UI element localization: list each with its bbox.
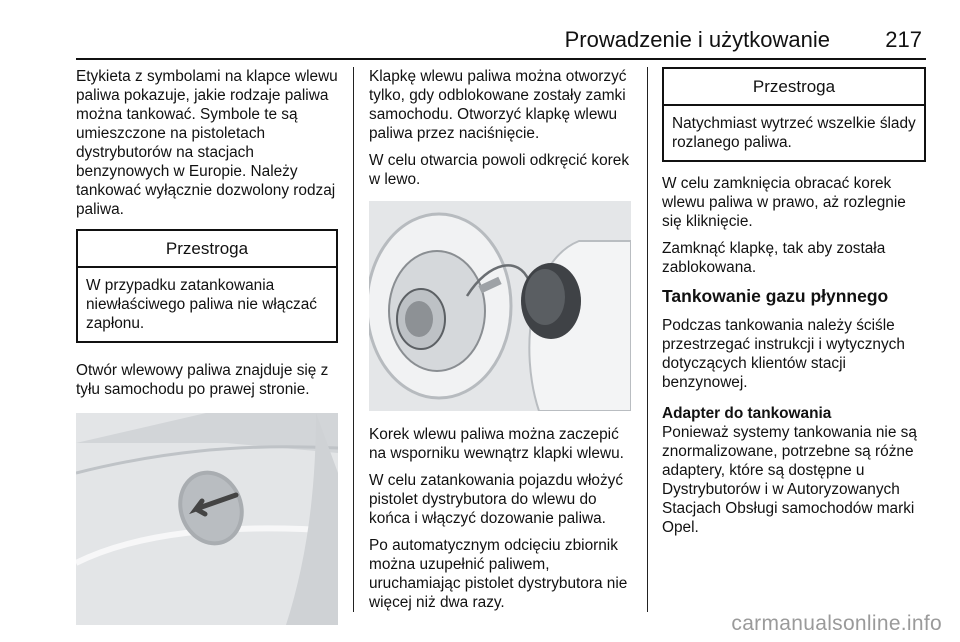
column-divider-2: [647, 67, 648, 612]
hook-cap-paragraph: Korek wlewu paliwa można zaczepić na wsporniku wewnątrz klapki wlewu.: [369, 426, 624, 462]
section-title-lpg: Tankowanie gazu płynnego: [662, 286, 889, 306]
close-cap-paragraph: W celu zamknięcia obracać korek wlewu paliwa w prawo, aż rozlegnie się kliknięcie.: [662, 175, 906, 230]
close-flap-paragraph: Zamknąć klapkę, tak aby została zablokowana.: [662, 240, 886, 276]
adapter-paragraph: Ponieważ systemy tankowania nie są znormalizowane, potrzebne są różne adaptery, które są dostępne u Dystrybutorów i w Autoryzowanych Stacjach Obsługi samochodów marki Opel.: [662, 424, 917, 536]
page-number: 217: [885, 27, 922, 52]
fuel-label-paragraph: Etykieta z symbolami na klapce wlewu paliwa pokazuje, jakie rodzaje paliwa można tankować. Symbole te są umieszczone na pistoletach dystrybutorów na stacjach benzynowych w Europie. Należy tankować wyłącznie dozwolony rodzaj paliwa.: [76, 68, 338, 218]
caution-box-wrong-fuel: [76, 229, 338, 343]
column-2: [369, 67, 633, 620]
lpg-instructions-paragraph: Podczas tankowania należy ściśle przestrzegać instrukcji i wytycznych dotyczących klientów stacji benzynowej.: [662, 317, 905, 391]
unscrew-cap-paragraph: W celu otwarcia powoli odkręcić korek w lewo.: [369, 152, 630, 188]
header-title: Prowadzenie i użytkowanie: [564, 27, 830, 52]
caution-text: Natychmiast wytrzeć wszelkie ślady rozlanego paliwa.: [672, 115, 916, 151]
top-up-paragraph: Po automatycznym odcięciu zbiornik można uzupełnić paliwem, uruchamiając pistolet dystrybutora nie więcej niż dwa razy.: [369, 537, 628, 611]
fuel-flap-illustration: [76, 413, 338, 625]
fuel-cap-illustration: [369, 201, 631, 411]
column-divider-1: [353, 67, 354, 612]
watermark: carmanualsonline.info: [731, 612, 942, 635]
open-flap-paragraph: Klapkę wlewu paliwa można otworzyć tylko, gdy odblokowane zostały zamki samochodu. Otworzyć klapkę wlewu paliwa przez naciśnięcie.: [369, 68, 627, 142]
caution-title: Przestroga: [78, 231, 336, 268]
column-1: [76, 67, 338, 625]
insert-nozzle-paragraph: W celu zatankowania pojazdu włożyć pistolet dystrybutora do wlewu do końca i włączyć dozowanie paliwa.: [369, 472, 624, 527]
caution-box-spilled-fuel: [662, 67, 926, 162]
filler-location-paragraph: Otwór wlewowy paliwa znajduje się z tyłu samochodu po prawej stronie.: [76, 362, 329, 398]
caution-text: W przypadku zatankowania niewłaściwego paliwa nie włączać zapłonu.: [86, 277, 317, 332]
caution-title: Przestroga: [664, 69, 924, 106]
column-3: [662, 67, 926, 545]
subheading-adapter: Adapter do tankowania: [662, 405, 832, 422]
fuel-flap-photo: [76, 413, 338, 625]
fuel-cap-photo: [369, 201, 631, 411]
page-header: [76, 18, 926, 60]
